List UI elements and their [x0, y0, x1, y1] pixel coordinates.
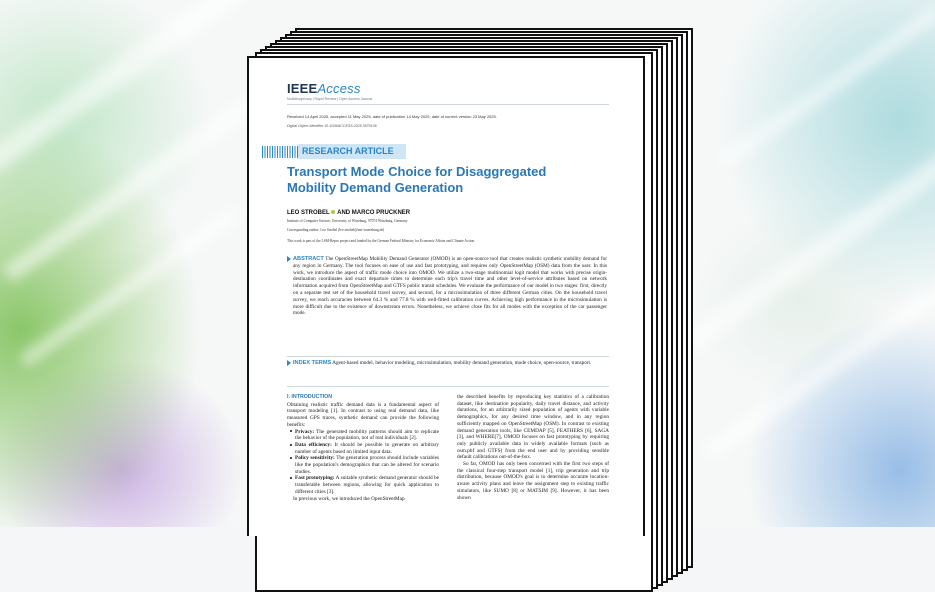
orcid-icon: [331, 210, 335, 214]
abstract-divider: [287, 356, 609, 357]
author-first: LEO STROBEL: [287, 210, 330, 216]
index-terms-text: Agent-based model, behavior modeling, microsimulation, mobility demand generation, mode choice, open-source, transport.: [332, 360, 592, 366]
publication-dates: Received 14 April 2025, accepted 11 May 2025, date of publication 14 May 2025, date of current version 23 May 2025.: [287, 114, 497, 119]
article-type-badge: RESEARCH ARTICLE: [298, 144, 406, 159]
funding-note: This work is part of the LSM-Repro project and funded by the German Federal Ministry for Economic Affairs and Climate Action.: [287, 239, 476, 243]
abstract-block: [287, 256, 609, 346]
bullet-item: Policy sensitivity: The generation process should include variables like the population's demographics that can be altered for scenario studies.: [287, 455, 439, 475]
right-paragraph-2: So far, OMOD has only been concerned with the first two steps of the classical four-step transport model [1], trip generation and trip distribution, because OMOD's goal is to determine accurate location-aware activity plans and leave the assignment step to existing traffic simulators, like SUMO [8] or MATSIM [9]. However, it has been shown: [457, 461, 609, 501]
author-connector: AND MARCO PRUCKNER: [337, 210, 411, 216]
journal-name-italic: Access: [317, 81, 361, 96]
right-paragraph-1: the described benefits by reproducing key statistics of a calibration dataset, like destination popularity, daily travel distance, and activity durations, for an arbitrarily sized population of agents with variable demographics, for any desired time window, and in any region sufficiently mapped on OpenStreetMap (OSM). In contrast to existing demand generation tools, like CEMDAP [5], FEATHERS [6], SAGA [3], and WHERE[7], OMOD focuses on fast prototyping by requiring only publicly available data in widely available formats (such as osm.pbf and GTFS) from the end user and by providing sensible default calibrations out-of-the-box.: [457, 394, 609, 461]
intro-paragraph: Obtaining realistic traffic demand data is a fundamental aspect of transport modeling [1]. In contrast to using real demand data, like measured GPS traces, synthetic demand can provide the following benefits:: [287, 401, 439, 428]
authors: [287, 210, 410, 216]
paper-title: Transport Mode Choice for Disaggregated Mobility Demand Generation: [287, 164, 547, 195]
index-terms-body: [293, 360, 607, 367]
article-type-stripes: [262, 146, 298, 158]
header-divider: [287, 104, 609, 105]
bullet-item: Privacy: The generated mobility patterns should aim to replicate the behavior of the population, not of real individuals [2].: [287, 429, 439, 442]
bullet-item: Data efficiency: It should be possible to generate on arbitrary number of agents based on limited input data.: [287, 442, 439, 455]
journal-tagline: Multidisciplinary | Rapid Review | Open Access Journal: [287, 97, 373, 101]
intro-paragraph-2: In previous work, we introduced the OpenStreetMap: [293, 495, 405, 502]
journal-name-bold: IEEE: [287, 81, 318, 96]
index-terms-label: INDEX TERMS: [293, 360, 332, 366]
abstract-text: The OpenStreetMap Mobility Demand Generator (OMOD) is an open-source tool that creates realistic synthetic mobility demand for any region in Germany. The tool focuses on ease of use and fast prototyping, and requires only OpenStreetMap (OSM) data from the user. In this work, we introduce the aspect of traffic mode choice into OMOD. We utilize a two-stage multinomial logit model that works with precise origin-destination coordinates and exact departure times to determine each trip's travel time and other level-of-service attributes based on network information acquired from OpenStreetMap and GTFS public transit schedules. We evaluate the performance of our model in two stages: first, directly on a separate test set of the household travel survey, and second, for a microsimulation of three different German cities. On the household travel survey, we reach accuracies between 64.3 % and 77.8 % with well-fitted calibration curves. Achieving high performance in the microsimulation is more difficult due to the existence of downstream errors. Nonetheless, we achieve close fits for all modes with the exception of the car passenger mode.: [293, 256, 608, 317]
affiliation: Institute of Computer Science, University of Würzburg, 97074 Würzburg, Germany: [287, 219, 408, 223]
section-heading: I. INTRODUCTION: [287, 394, 333, 400]
right-column: [457, 394, 609, 501]
journal-logo: [287, 81, 361, 96]
left-column: [287, 394, 439, 502]
abstract-body: [293, 256, 607, 317]
body-divider: [287, 386, 609, 387]
doi: Digital Object Identifier 10.1109/ACCESS.2025.3570136: [287, 124, 377, 128]
abstract-label: ABSTRACT: [293, 256, 324, 262]
index-terms-marker-icon: [287, 360, 291, 366]
bullet-item: Fast prototyping: A suitable synthetic demand generator should be transferable between regions, allowing for quick application to different cities [3].: [287, 475, 439, 495]
paper-first-page: [247, 56, 645, 536]
abstract-marker-icon: [287, 256, 291, 262]
corresponding-author: Corresponding author: Leo Strobel (leo.strobel@uni-wuerzburg.de): [287, 228, 385, 232]
